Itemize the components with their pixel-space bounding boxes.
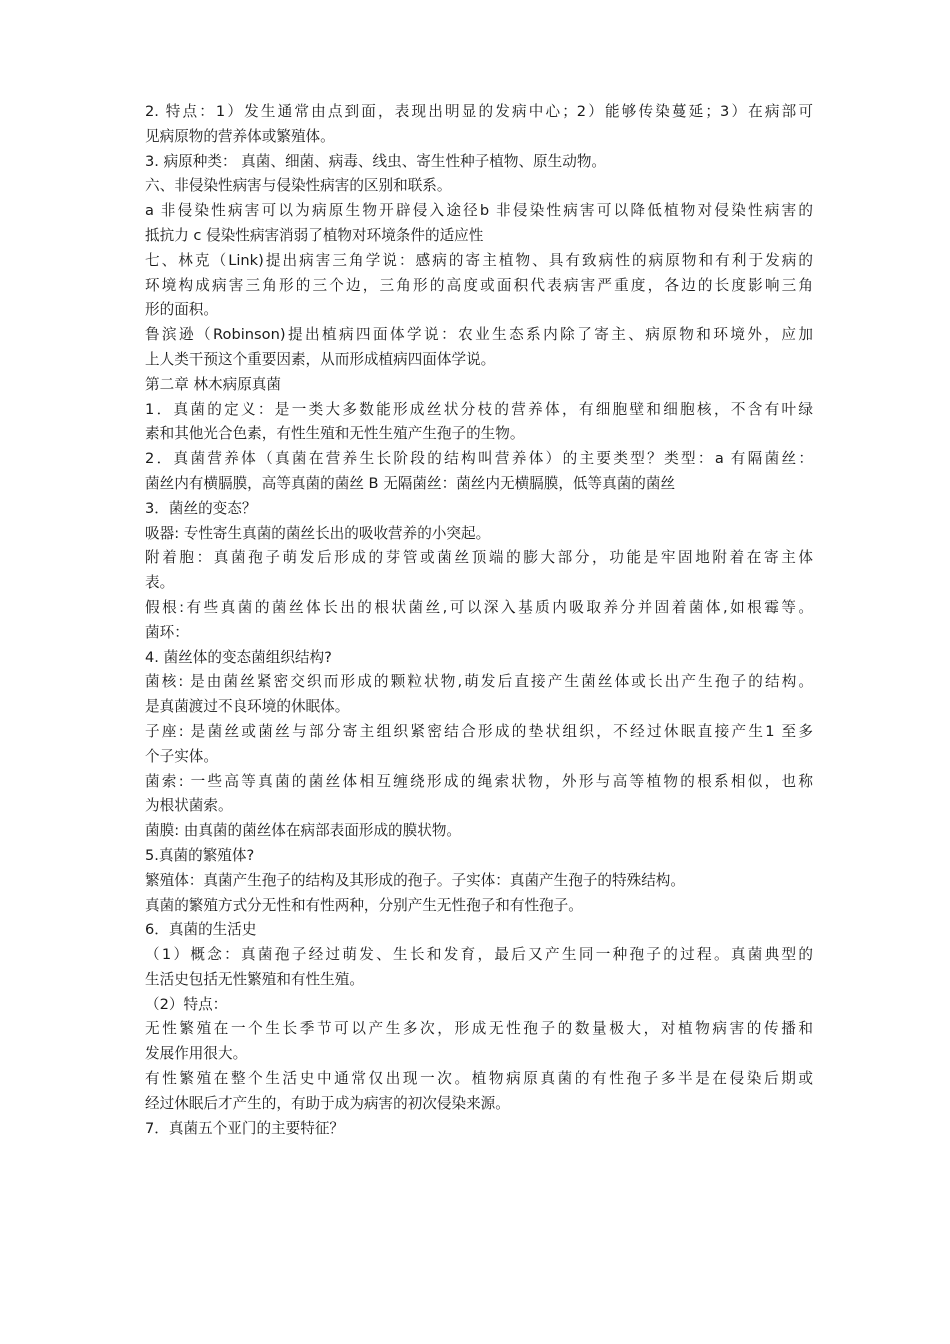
text-line: 2．真菌营养体（真菌在营养生长阶段的结构叫营养体）的主要类型？类型：a 有隔菌丝： (145, 450, 813, 468)
text-line: 3．菌丝的变态？ (145, 499, 257, 517)
text-line: 菌核: 是由菌丝紧密交织而形成的颗粒状物,萌发后直接产生菌丝体或长出产生孢子的结构。 (145, 673, 813, 691)
text-line: 生活史包括无性繁殖和有性生殖。 (145, 970, 364, 988)
text-line: 菌丝内有横膈膜，高等真菌的菌丝 B 无隔菌丝：菌丝内无横膈膜，低等真菌的菌丝 (145, 474, 676, 492)
text-line: 5.真菌的繁殖体? (145, 846, 255, 864)
text-line: 2. 特点：1）发生通常由点到面，表现出明显的发病中心；2）能够传染蔓延；3）在病部可 (145, 103, 813, 120)
text-line: 发展作用很大。 (145, 1045, 248, 1063)
text-line: （2）特点： (145, 995, 228, 1013)
text-line: 菌膜: 由真菌的菌丝体在病部表面形成的膜状物。 (145, 822, 462, 840)
text-line: 有性繁殖在整个生活史中通常仅出现一次。植物病原真菌的有性孢子多半是在侵染后期或 (145, 1070, 813, 1088)
text-line: 素和其他光合色素，有性生殖和无性生殖产生孢子的生物。 (145, 425, 525, 443)
text-line: 繁殖体：真菌产生孢子的结构及其形成的孢子。子实体：真菌产生孢子的特殊结构。 (145, 871, 685, 889)
text-line: 附着胞：真菌孢子萌发后形成的芽管或菌丝顶端的膨大部分，功能是牢固地附着在寄主体 (145, 549, 813, 567)
text-line: （1）概念：真菌孢子经过萌发、生长和发育，最后又产生同一种孢子的过程。真菌典型的 (145, 946, 813, 964)
text-line: 鲁滨逊（Robinson)提出植病四面体学说：农业生态系内除了寄主、病原物和环境外，应加 (145, 326, 813, 344)
text-line: 吸器: 专性寄生真菌的菌丝长出的吸收营养的小突起。 (145, 524, 491, 542)
text-line: 见病原物的营养体或繁殖体。 (145, 127, 335, 145)
text-line: 菌环： (145, 623, 189, 641)
text-line: 3. 病原种类： 真菌、细菌、病毒、线虫、寄生性种子植物、原生动物。 (145, 152, 607, 170)
text-line: 为根状菌索。 (145, 797, 233, 815)
text-line: 7．真菌五个亚门的主要特征？ (145, 1119, 345, 1137)
text-line: 环境构成病害三角形的三个边，三角形的高度或面积代表病害严重度，各边的长度影响三角 (145, 276, 813, 294)
text-line: 6．真菌的生活史 (145, 921, 257, 939)
text-line: 个子实体。 (145, 747, 218, 765)
text-line: 六、非侵染性病害与侵染性病害的区别和联系。 (145, 177, 452, 195)
text-line: 经过休眠后才产生的，有助于成为病害的初次侵染来源。 (145, 1094, 510, 1112)
text-line: 抵抗力 c 侵染性病害消弱了植物对环境条件的适应性 (145, 226, 484, 244)
text-line: 1．真菌的定义：是一类大多数能形成丝状分枝的营养体，有细胞壁和细胞核，不含有叶绿 (145, 400, 813, 418)
text-line: 第二章 林木病原真菌 (145, 375, 281, 393)
text-line: 4. 菌丝体的变态菌组织结构? (145, 648, 332, 666)
text-line: 七、林克（Link)提出病害三角学说：感病的寄主植物、具有致病性的病原物和有利于发病的 (145, 251, 813, 269)
text-line: 真菌的繁殖方式分无性和有性两种，分别产生无性孢子和有性孢子。 (145, 896, 583, 914)
text-line: 表。 (145, 574, 175, 592)
text-line: a 非侵染性病害可以为病原生物开辟侵入途径b 非侵染性病害可以降低植物对侵染性病害的 (145, 202, 813, 220)
text-line: 形的面积。 (145, 301, 218, 319)
text-line: 是真菌渡过不良环境的休眠体。 (145, 698, 350, 716)
text-line: 子座: 是菌丝或菌丝与部分寄主组织紧密结合形成的垫状组织，不经过休眠直接产生1 至多 (145, 722, 813, 740)
text-line: 上人类干预这个重要因素，从而形成植病四面体学说。 (145, 350, 496, 368)
document-body (145, 100, 813, 1141)
text-line: 假根:有些真菌的菌丝体长出的根状菌丝,可以深入基质内吸取养分并固着菌体,如根霉等。 (145, 598, 813, 616)
text-line: 菌索: 一些高等真菌的菌丝体相互缠绕形成的绳索状物，外形与高等植物的根系相似，也称 (145, 772, 813, 790)
text-line: 无性繁殖在一个生长季节可以产生多次，形成无性孢子的数量极大，对植物病害的传播和 (145, 1020, 813, 1038)
